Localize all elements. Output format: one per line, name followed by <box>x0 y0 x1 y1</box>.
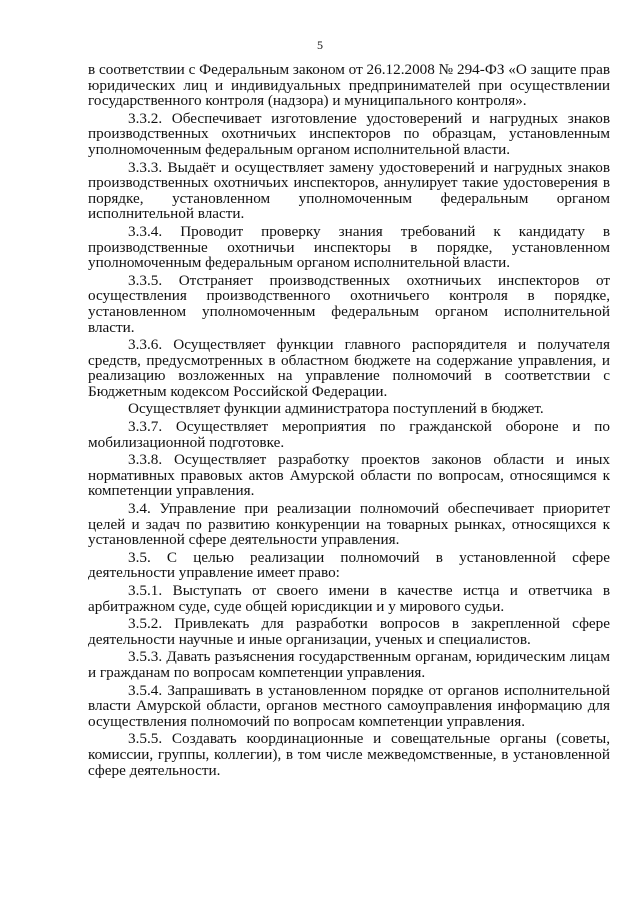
paragraph-3-3-7: 3.3.7. Осуществляет мероприятия по гражданской обороне и по мобилизационной подготовке. <box>88 418 610 451</box>
paragraph-3-4: 3.4. Управление при реализации полномочий обеспечивает приоритет целей и задач по развитию конкуренции на товарных рынках, относящихся к установленной сфере деятельности управления. <box>88 500 610 549</box>
paragraph-3-3-4: 3.3.4. Проводит проверку знания требований к кандидату в производственные охотничьи инспекторы в порядке, установленном уполномоченным федеральным органом исполнительной власти. <box>88 222 610 272</box>
paragraph-3-5-3: 3.5.3. Давать разъяснения государственным органам, юридическим лицам и гражданам по вопросам компетенции управления. <box>88 648 610 681</box>
page-number: 5 <box>317 38 323 52</box>
document-body <box>88 62 610 778</box>
paragraph-3-5-5: 3.5.5. Создавать координационные и совещательные органы (советы, комиссии, группы, коллегии), в том числе межведомственные, в установленной сфере деятельности. <box>88 730 610 779</box>
paragraph-3-5-2: 3.5.2. Привлекать для разработки вопросов в закрепленной сфере деятельности научные и иные организации, ученых и специалистов. <box>88 615 610 648</box>
paragraph-continuation: в соответствии с Федеральным законом от 26.12.2008 № 294-ФЗ «О защите прав юридических лиц и индивидуальных предпринимателей при осуществлении государственного контроля (надзора) и муниципального контроля». <box>88 61 610 110</box>
paragraph-3-5-4: 3.5.4. Запрашивать в установленном порядке от органов исполнительной власти Амурской области, органов местного самоуправления информацию для осуществления полномочий по вопросам компетенции управления. <box>88 681 610 730</box>
paragraph-3-5: 3.5. С целью реализации полномочий в установленной сфере деятельности управление имеет право: <box>88 548 610 582</box>
paragraph-3-3-8: 3.3.8. Осуществляет разработку проектов законов области и иных нормативных правовых актов Амурской области по вопросам, относящимся к компетенции управления. <box>88 451 610 500</box>
paragraph-3-5-1: 3.5.1. Выступать от своего имени в качестве истца и ответчика в арбитражном суде, суде общей юрисдикции и у мирового судьи. <box>88 582 610 615</box>
paragraph-3-3-5: 3.3.5. Отстраняет производственных охотничьих инспекторов от осуществления производственного охотничьего контроля в порядке, установленном уполномоченным федеральным органом исполнительной власти. <box>88 271 610 336</box>
paragraph-3-3-6: 3.3.6. Осуществляет функции главного распорядителя и получателя средств, предусмотренных в областном бюджете на содержание управления, и реализацию возложенных на управление полномочий в соответствии с Бюджетным кодексом Российской Федерации. <box>88 336 610 400</box>
paragraph-3-3-2: 3.3.2. Обеспечивает изготовление удостоверений и нагрудных знаков производственных охотничьих инспекторов по образцам, установленным уполномоченным федеральным органом исполнительной власти. <box>88 109 610 158</box>
paragraph-3-3-3: 3.3.3. Выдаёт и осуществляет замену удостоверений и нагрудных знаков производственных охотничьих инспекторов, аннулирует такие удостоверения в порядке, установленном уполномоченным федеральным органом исполнительной власти. <box>88 158 610 223</box>
paragraph-revenue-administrator: Осуществляет функции администратора поступлений в бюджет. <box>128 400 544 418</box>
